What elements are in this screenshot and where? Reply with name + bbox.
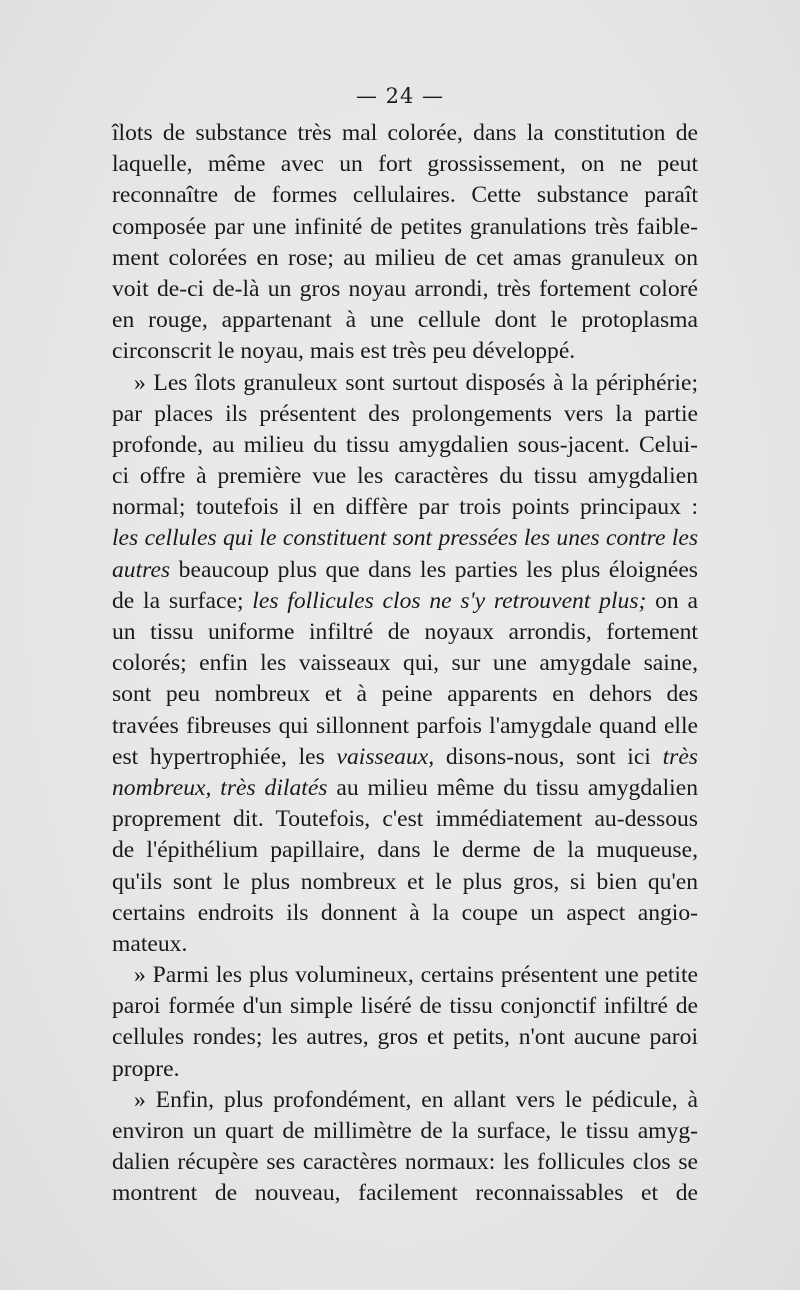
text-run: » Parmi les plus volumineux, certains présentent une petite (134, 962, 698, 989)
text-line (112, 711, 698, 742)
text-line (112, 399, 698, 430)
text-line (112, 523, 698, 554)
text-line (112, 991, 698, 1022)
text-line (112, 336, 698, 367)
text-line (112, 617, 698, 648)
text-line (112, 243, 698, 274)
text-run: paroi formée d'un simple liséré de tissu conjonctif infiltré de (112, 993, 698, 1020)
italic-text: autres (112, 556, 171, 583)
italic-text: vaisseaux, (336, 743, 435, 770)
text-line (112, 1054, 698, 1085)
text-run: travées fibreuses qui sillonnent parfois l'amygdale quand elle (112, 712, 698, 739)
text-run: un tissu uniforme infiltré de noyaux arrondis, fortement (112, 619, 698, 645)
text-run: de la surface; (112, 587, 253, 614)
text-line (112, 368, 698, 399)
text-line (112, 679, 698, 710)
text-line (112, 586, 698, 617)
text-line (112, 1022, 698, 1053)
text-run: est hypertrophiée, les (112, 743, 337, 770)
text-line (112, 898, 698, 929)
text-run: sont peu nombreux et à peine apparents en dehors des (112, 681, 698, 708)
text-line (112, 274, 698, 305)
text-line (112, 1085, 698, 1116)
text-run: de l'épithélium papillaire, dans le derme de la muqueuse, (112, 837, 698, 864)
text-run: qu'ils sont le plus nombreux et le plus gros, si bien qu'en (112, 868, 698, 895)
text-line (112, 804, 698, 835)
text-run: en rouge, appartenant à une cellule dont le protoplasma (112, 307, 698, 334)
text-run: normal; toutefois il en diffère par trois points principaux : (112, 494, 698, 521)
text-run: environ un quart de millimètre de la surface, le tissu amyg- (112, 1118, 698, 1144)
text-line (112, 430, 698, 461)
text-run: cellules rondes; les autres, gros et petits, n'ont aucune paroi (112, 1024, 698, 1051)
text-run: colorés; enfin les vaisseaux qui, sur une amygdale saine, (112, 650, 698, 677)
text-run: au milieu même du tissu amygdalien (327, 774, 698, 801)
page-number: — 24 — (355, 84, 445, 108)
text-line (112, 180, 698, 211)
text-line (112, 742, 698, 773)
text-run: par places ils présentent des prolongements vers la partie (112, 400, 698, 427)
text-run: montrent de nouveau, facilement reconnaissables et de (112, 1180, 698, 1207)
italic-text: les follicules clos ne s'y retrouvent plus; (252, 587, 647, 614)
body-text (112, 118, 698, 1210)
text-run: » Enfin, plus profondément, en allant vers le pédicule, à (134, 1086, 698, 1113)
text-line (112, 149, 698, 180)
text-line (112, 773, 698, 804)
text-run: disons-nous, sont ici (434, 743, 663, 770)
text-run: on a (646, 587, 698, 614)
text-run: ment colorées en rose; au milieu de cet amas granuleux on (112, 244, 698, 271)
text-run: composée par une infinité de petites granulations très faible- (112, 213, 698, 240)
text-line (112, 960, 698, 991)
text-run: beaucoup plus que dans les parties les plus éloignées (170, 556, 698, 583)
italic-text: très (662, 743, 698, 770)
text-run: circonscrit le noyau, mais est très peu développé. (112, 338, 576, 365)
text-run: propre. (112, 1055, 180, 1082)
text-run: certains endroits ils donnent à la coupe un aspect angio- (112, 899, 698, 926)
text-run: ci offre à première vue les caractères du tissu amygdalien (112, 463, 698, 490)
text-run: reconnaître de formes cellulaires. Cette substance paraît (112, 182, 698, 209)
text-line (112, 555, 698, 586)
text-run: dalien récupère ses caractères normaux: les follicules clos se (112, 1149, 698, 1176)
text-line (112, 1116, 698, 1147)
text-line (112, 492, 698, 523)
italic-text: nombreux, très dilatés (112, 774, 328, 801)
text-line (112, 867, 698, 898)
text-line (112, 1178, 698, 1209)
text-line (112, 648, 698, 679)
text-run: profonde, au milieu du tissu amygdalien sous-jacent. Celui- (112, 431, 698, 458)
text-line (112, 212, 698, 243)
text-run: » Les îlots granuleux sont surtout disposés à la périphérie; (134, 369, 698, 396)
text-line (112, 461, 698, 492)
text-line (112, 835, 698, 866)
text-run: voit de-ci de-là un gros noyau arrondi, très fortement coloré (112, 275, 698, 302)
text-run: proprement dit. Toutefois, c'est immédiatement au-dessous (112, 806, 698, 833)
text-line (112, 929, 698, 960)
text-run: îlots de substance très mal colorée, dans la constitution de (112, 120, 698, 146)
text-line (112, 118, 698, 149)
text-line (112, 305, 698, 336)
italic-text: les cellules qui le constituent sont pressées les unes contre les (112, 525, 698, 552)
text-run: mateux. (112, 930, 188, 957)
text-line (112, 1147, 698, 1178)
text-run: laquelle, même avec un fort grossissement, on ne peut (112, 151, 698, 178)
